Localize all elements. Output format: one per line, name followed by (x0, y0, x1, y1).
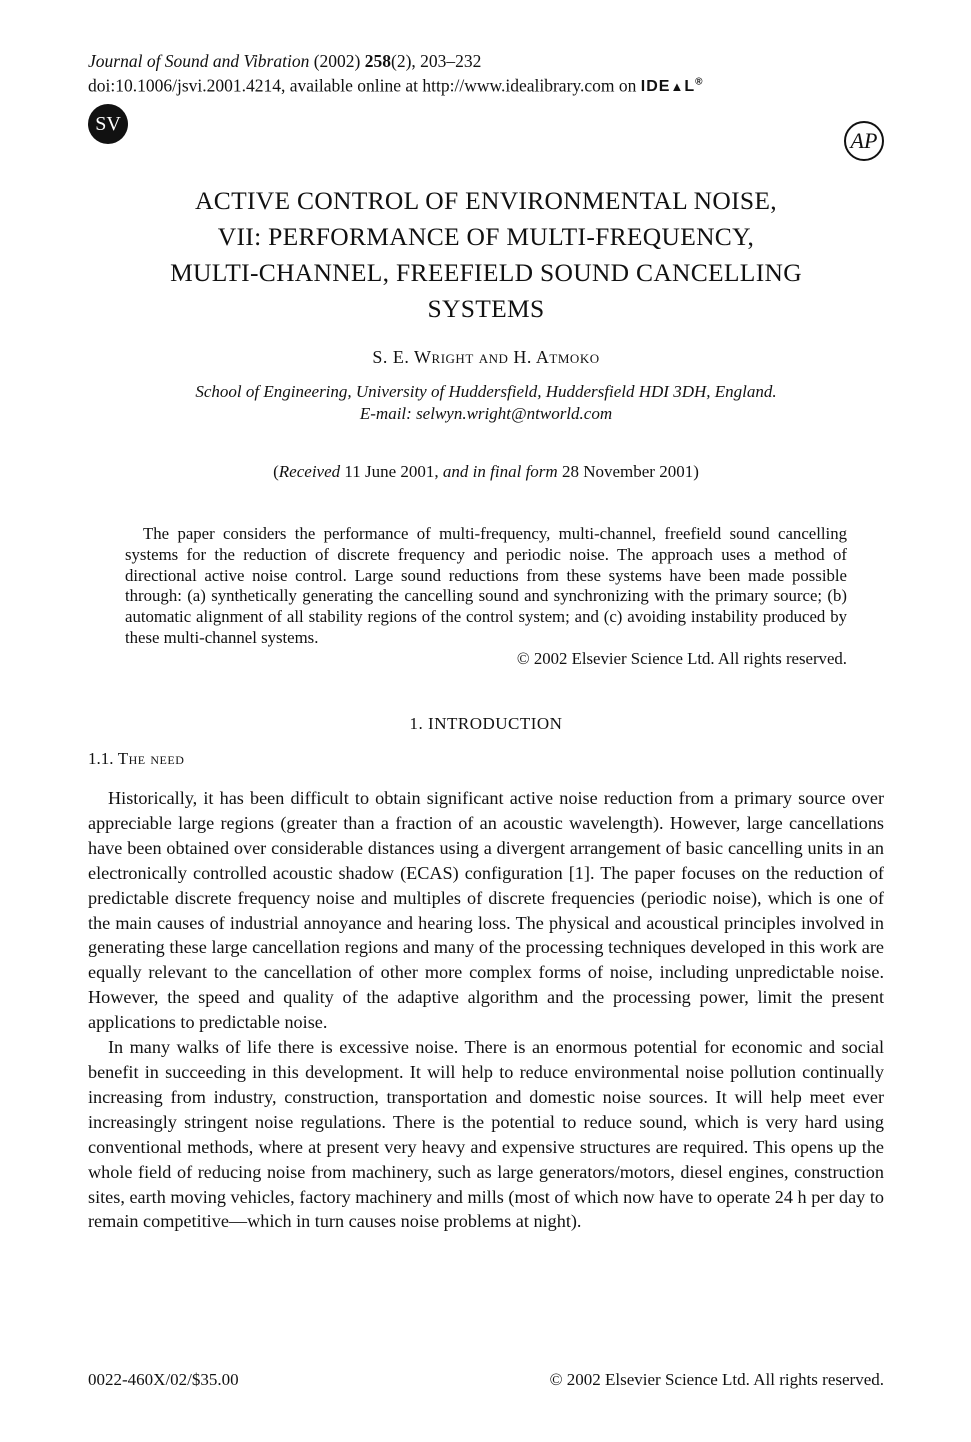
title-line-2: VII: PERFORMANCE OF MULTI-FREQUENCY, (217, 222, 755, 251)
final-form-label: and in final form (442, 462, 558, 481)
subsection-number: 1.1. (88, 749, 118, 768)
doi-line (88, 72, 703, 98)
journal-year: (2002) (309, 51, 365, 71)
journal-citation (88, 50, 703, 98)
journal-volume: 258 (364, 51, 391, 71)
affiliation-line: School of Engineering, University of Huddersfield, Huddersfield HDI 3DH, England. (195, 382, 777, 401)
email-address: : selwyn.wright@ntworld.com (406, 404, 613, 423)
ideal-logo: IDE▲L® (640, 77, 704, 96)
paper-title (88, 183, 884, 327)
authors: S. E. Wright and H. Atmoko (372, 347, 600, 367)
subsection-title: The need (117, 749, 185, 768)
abstract-copyright: © 2002 Elsevier Science Ltd. All rights reserved. (516, 648, 847, 668)
footer-issn: 0022-460X/02/$35.00 (88, 1370, 239, 1389)
abstract-text: The paper considers the performance of multi-frequency, multi-channel, freefield sound cancelling systems for the reduction of discrete frequency and periodic noise. The approach uses a method of directional active noise control. Large sound reductions from these systems have been made possible through: (a) synthetically generating the cancelling sound and synchronizing with the primary source; (b) automatic alignment of all stability regions of the control system; and (c) avoiding instability produced by these multi-channel systems. (125, 524, 847, 647)
paragraph-1: Historically, it has been difficult to obtain significant active noise reduction from a primary source over appreciable large regions (greater than a fraction of an acoustic wavelength). However, large cancellations have been obtained over considerable distances using a divergent arrangement of basic cancelling units in an electronically controlled acoustic shadow (ECAS) configuration [1]. The paper focuses on the reduction of predictable discrete frequency noise and multiples of discrete frequencies (periodic noise), which is one of the main causes of industrial annoyance and hearing loss. The physical and acoustical principles involved in generating these large cancellation regions and many of the processing techniques developed in this work are equally relevant to the cancellation of other more complex forms of noise, including unpredictable noise. However, the speed and quality of the adaptive algorithm and the processing power, limit the present applications to predictable noise. (88, 788, 884, 1033)
email-label: E-mail (359, 404, 407, 423)
journal-issue-pages: (2), 203–232 (391, 51, 482, 71)
paragraph-2: In many walks of life there is excessive noise. There is an enormous potential for economic and social benefit in succeeding in this development. It will help to reduce environmental noise pollution continually increasing from industry, construction, transportation and domestic noise sources. It will help meet ever increasingly stringent noise regulations. There is the potential to reduce sound, which is very hard using conventional methods, where at present very heavy and expensive structures are required. This opens up the whole field of reducing noise from machinery, such as large generators/motors, diesel engines, construction sites, earth moving vehicles, factory machinery and mills (most of which now have to operate 24 h per day to remain competitive—which in turn causes noise problems at night). (88, 1037, 884, 1232)
affiliation (88, 381, 884, 425)
section-heading: 1. INTRODUCTION (409, 714, 563, 733)
received-label: Received (278, 462, 341, 481)
footer-copyright: © 2002 Elsevier Science Ltd. All rights reserved. (549, 1370, 884, 1389)
received-date: 11 June 2001, (340, 462, 443, 481)
subsection-heading (88, 749, 184, 769)
title-line-4: SYSTEMS (427, 294, 545, 323)
email-line (88, 403, 884, 425)
abstract (125, 524, 847, 670)
title-line-3: MULTI-CHANNEL, FREEFIELD SOUND CANCELLING (170, 258, 802, 287)
journal-name: Journal of Sound and Vibration (88, 51, 310, 71)
journal-line (88, 50, 703, 72)
ap-logo: AP (844, 121, 884, 161)
sv-logo: SV (88, 104, 128, 144)
title-line-1: ACTIVE CONTROL OF ENVIRONMENTAL NOISE, (195, 186, 777, 215)
received-dates: (Received 11 June 2001, and in final form 28 November 2001) (273, 462, 699, 481)
body-text (88, 786, 884, 1234)
final-form-date: 28 November 2001) (557, 462, 699, 481)
doi-text: doi:10.1006/jsvi.2001.4214, available online at http://www.idealibrary.com on (88, 75, 641, 96)
